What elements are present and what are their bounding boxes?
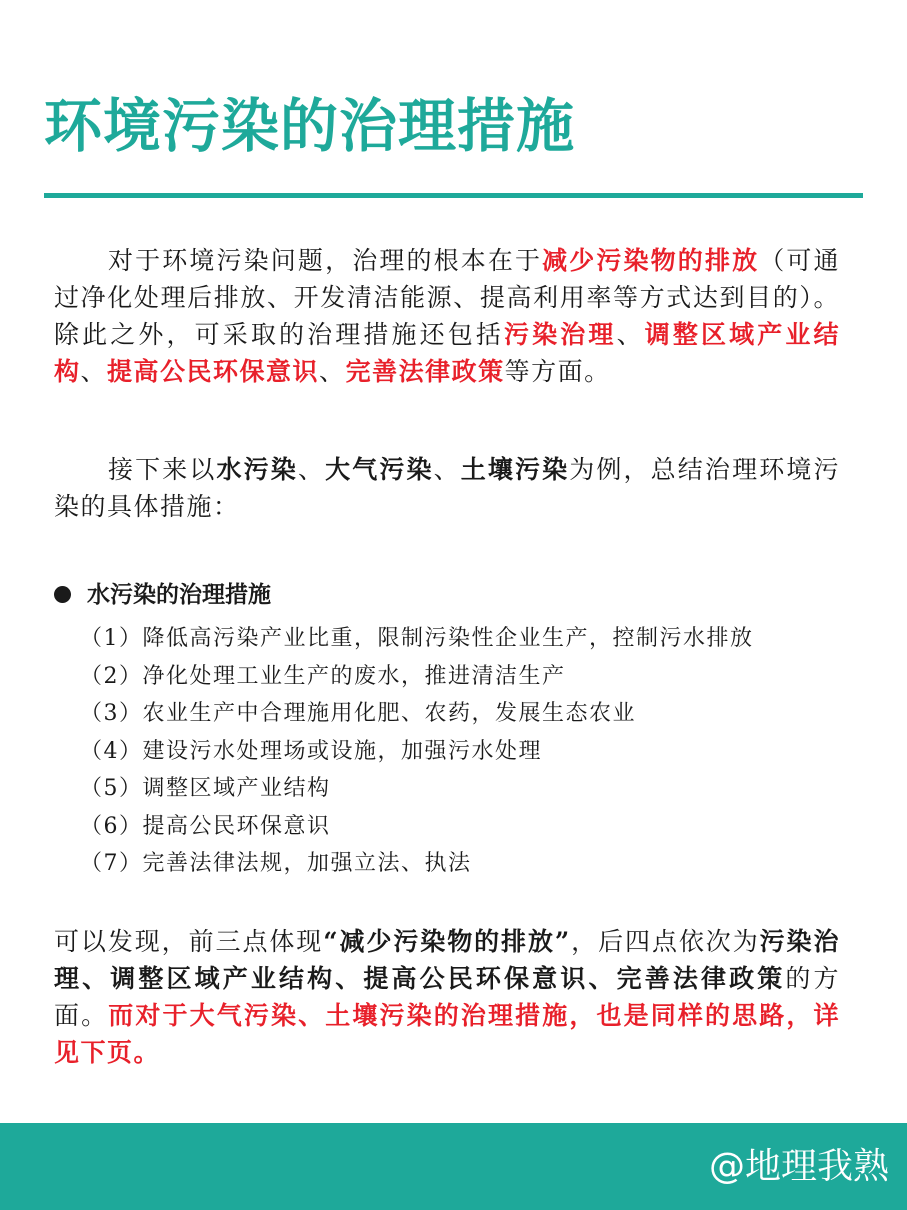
bold-soil-pollution: 土壤污染 — [460, 455, 570, 484]
highlight-pollution-treatment: 污染治理 — [504, 320, 617, 349]
bold-four-points: 污染治理、调整区域产业结构、提高公民环保意识、完善法律政策 — [54, 927, 840, 993]
list-item: （6）提高公民环保意识 — [80, 813, 331, 839]
bold-air-pollution: 大气污染 — [325, 455, 434, 484]
intro-text-1: 对于环境污染问题，治理的根本在于 — [108, 246, 543, 275]
summary-text-3: 的方面。 — [54, 964, 840, 1030]
intro-separator-2: 、 — [80, 357, 108, 386]
page-title: 环境污染的治理措施 — [44, 92, 576, 160]
section-heading — [54, 577, 271, 613]
summary-text-1: 可以发现，前三点体现 — [54, 927, 324, 956]
highlight-legal-policy: 完善法律政策 — [345, 357, 505, 386]
summary-paragraph — [54, 923, 840, 1071]
list-item: （2）净化处理工业生产的废水，推进清洁生产 — [80, 663, 566, 689]
list-item: （4）建设污水处理场或设施，加强污水处理 — [80, 738, 542, 764]
intro-paragraph — [54, 242, 840, 390]
footer-bar — [0, 1123, 907, 1210]
list-item: （3）农业生产中合理施用化肥、农药，发展生态农业 — [80, 701, 636, 726]
summary-text-2: ，后四点依次为 — [570, 927, 760, 956]
intro-separator-1: 、 — [616, 320, 645, 349]
highlight-next-page: 而对于大气污染、土壤污染的治理措施，也是同样的思路，详见下页。 — [54, 1001, 840, 1067]
transition-paragraph — [54, 451, 840, 525]
list-item: （7）完善法律法规，加强立法、执法 — [80, 851, 472, 876]
highlight-industry-structure: 调整区域产业结构 — [54, 320, 840, 386]
list-item: （1）降低高污染产业比重，限制污染性企业生产，控制污水排放 — [80, 626, 754, 651]
intro-text-2: （可通过净化处理后排放、开发清洁能源、提高利用率等方式达到目的）。除此之外，可采取的治理措施还包括 — [54, 246, 840, 349]
title-underline — [44, 193, 863, 198]
bullet-dot-icon — [54, 586, 71, 603]
bold-water-pollution: 水污染 — [216, 455, 298, 484]
highlight-public-awareness: 提高公民环保意识 — [107, 357, 320, 386]
intro-text-end: 等方面。 — [504, 357, 611, 386]
transition-text-1: 接下来以 — [108, 455, 217, 484]
section-heading-text: 水污染的治理措施 — [87, 581, 271, 608]
intro-separator-3: 、 — [319, 357, 346, 386]
list-item: （5）调整区域产业结构 — [80, 776, 331, 801]
watermark-handle: @地理我熟 — [708, 1146, 889, 1187]
highlight-reduce-pollutants: 减少污染物的排放 — [542, 246, 760, 275]
transition-text-end: 为例，总结治理环境污染的具体措施： — [54, 455, 840, 521]
transition-separator-1: 、 — [297, 455, 326, 484]
bold-quote-reduce: “减少污染物的排放” — [323, 927, 571, 956]
measures-list — [80, 620, 850, 883]
transition-separator-2: 、 — [433, 455, 461, 484]
